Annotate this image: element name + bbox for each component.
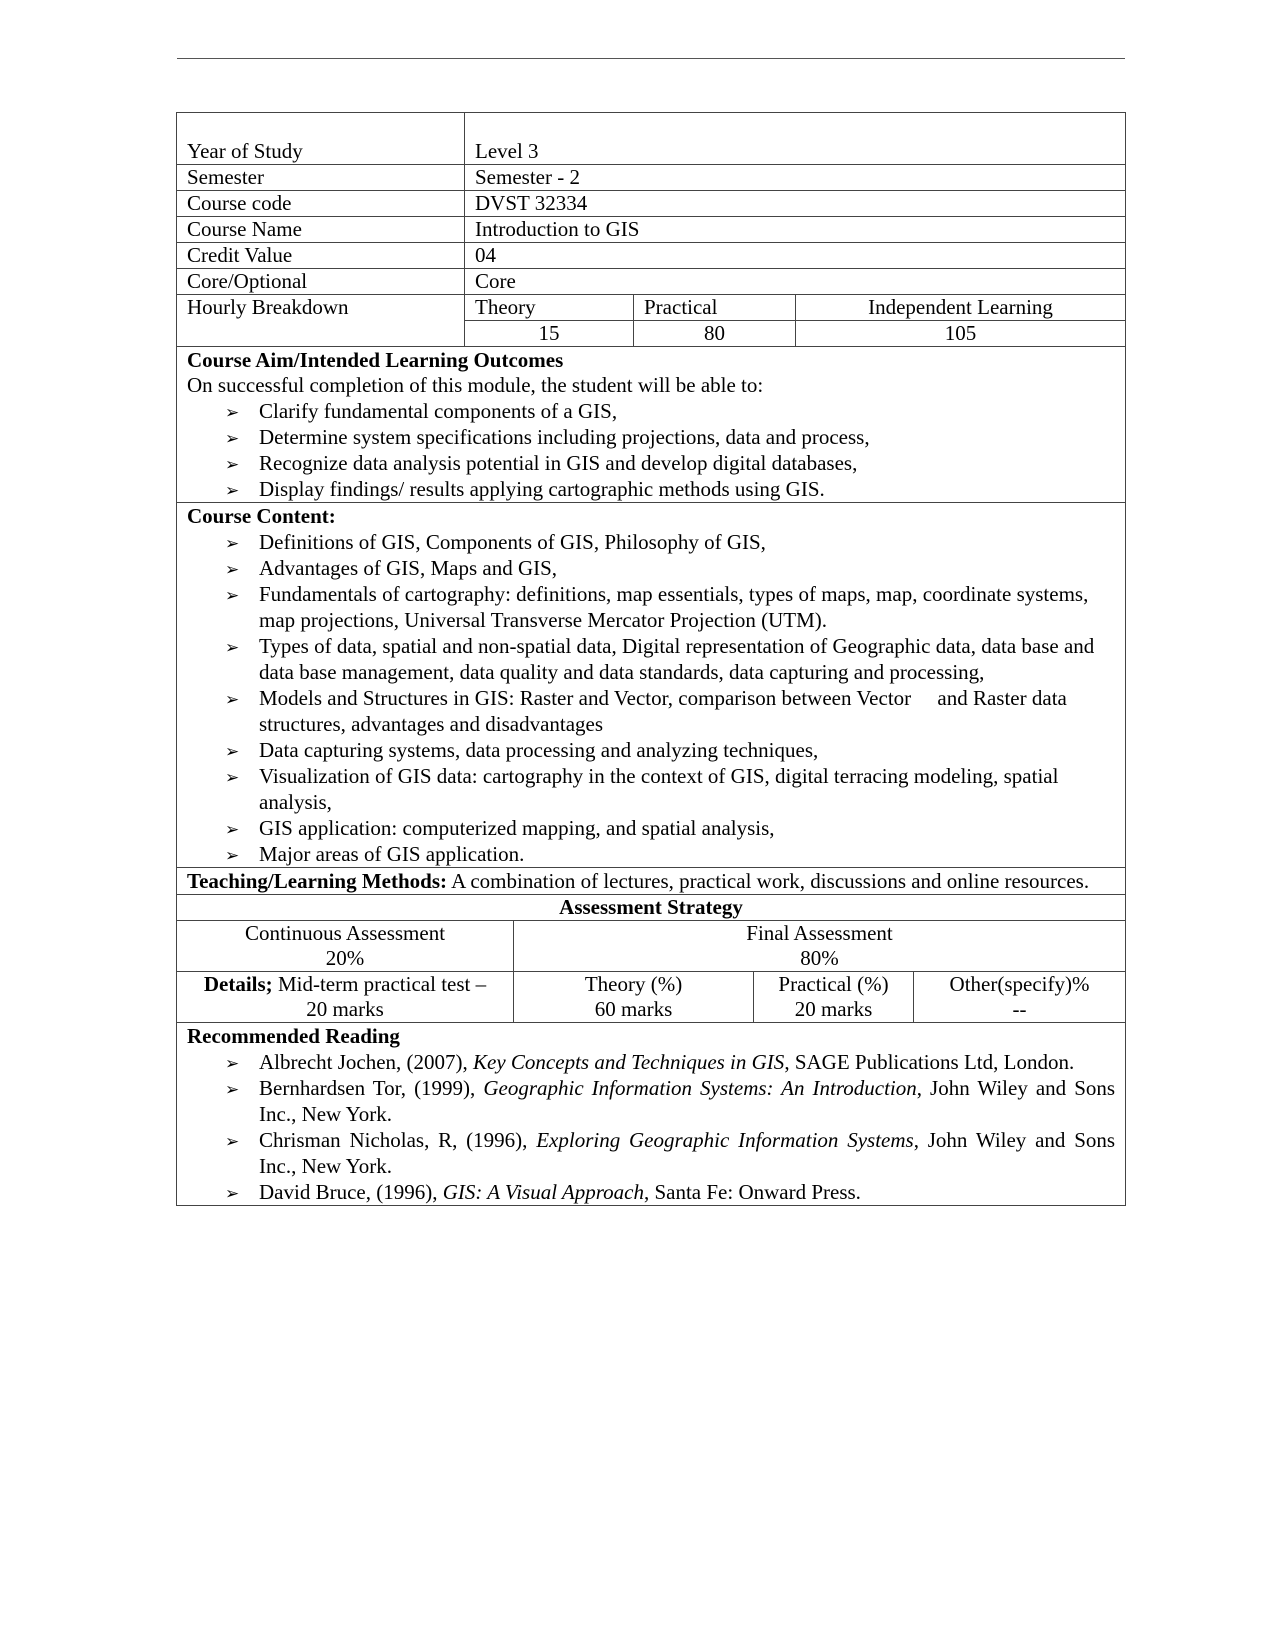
- list-item: [225, 529, 1115, 555]
- course-aim-cell: [177, 347, 1126, 503]
- list-item: [225, 685, 1115, 737]
- details-text: Mid-term practical test –: [272, 972, 487, 996]
- info-label: Credit Value: [177, 243, 465, 269]
- list-item: [225, 450, 1115, 476]
- arrow-bullet-icon: [225, 555, 251, 583]
- teaching-methods-section: [177, 868, 1126, 895]
- list-item: [225, 424, 1115, 450]
- arrow-bullet-icon: [225, 424, 251, 452]
- list-item-text: Data capturing systems, data processing and analyzing techniques,: [259, 738, 819, 762]
- info-value: Core: [465, 269, 1126, 295]
- arrow-bullet-icon: [225, 1049, 251, 1077]
- course-content-list: [187, 529, 1115, 867]
- course-aim-section: [177, 347, 1126, 503]
- other-assessment-cell: [914, 972, 1126, 1023]
- theory-assessment-label: Theory (%): [584, 972, 683, 996]
- info-row-course-name: [177, 217, 1126, 243]
- continuous-assessment-label: Continuous Assessment: [244, 921, 446, 945]
- teaching-methods-text: A combination of lectures, practical work, discussions and online resources.: [447, 869, 1090, 893]
- arrow-bullet-icon: [225, 529, 251, 557]
- course-aim-intro: On successful completion of this module, the student will be able to:: [187, 373, 764, 397]
- continuous-assessment-cell: [177, 921, 514, 972]
- info-label: Course code: [177, 191, 465, 217]
- info-label: Year of Study: [177, 113, 465, 165]
- practical-assessment-marks: 20 marks: [794, 997, 873, 1021]
- reference-title: Key Concepts and Techniques in GIS: [473, 1050, 785, 1074]
- course-specification: [176, 112, 1125, 1206]
- list-item: [225, 737, 1115, 763]
- list-item: [225, 555, 1115, 581]
- theory-assessment-cell: [514, 972, 754, 1023]
- course-aim-list: [187, 398, 1115, 502]
- info-value: Level 3: [465, 113, 1126, 165]
- list-item: [225, 763, 1115, 815]
- reference-title: GIS: A Visual Approach: [442, 1180, 644, 1204]
- course-aim-heading: Course Aim/Intended Learning Outcomes: [187, 348, 564, 372]
- practical-hours-label: Practical: [634, 295, 796, 321]
- course-info-table: [176, 112, 1126, 895]
- list-item: [225, 1075, 1115, 1127]
- final-assessment-cell: [514, 921, 1126, 972]
- details-marks: 20 marks: [306, 997, 384, 1021]
- list-item-text: Major areas of GIS application.: [259, 842, 525, 866]
- info-label: Course Name: [177, 217, 465, 243]
- recommended-reading-section: [177, 1023, 1126, 1206]
- other-assessment-marks: --: [1012, 997, 1027, 1021]
- theory-hours-label: Theory: [465, 295, 634, 321]
- teaching-methods-cell: [177, 868, 1126, 895]
- list-item-text: GIS application: computerized mapping, and spatial analysis,: [259, 816, 775, 840]
- teaching-methods-heading: Teaching/Learning Methods:: [187, 869, 447, 893]
- list-item-text: Fundamentals of cartography: definitions, map essentials, types of maps, map, coordinate systems, map projections, Universal Transverse Mercator Projection (UTM).: [259, 582, 1089, 632]
- info-row-core-optional: [177, 269, 1126, 295]
- reference-title: Exploring Geographic Information Systems: [536, 1128, 914, 1152]
- details-cell: [177, 972, 514, 1023]
- assessment-strategy-heading: Assessment Strategy: [177, 895, 1126, 921]
- reference-publisher: , Santa Fe: Onward Press.: [643, 1180, 861, 1204]
- list-item-text: Determine system specifications including projections, data and process,: [259, 425, 870, 449]
- list-item-text: Types of data, spatial and non-spatial data, Digital representation of Geographic data, data base and data base management, data quality and data standards, data capturing and processing,: [259, 634, 1095, 684]
- continuous-assessment-pct: 20%: [325, 946, 365, 970]
- course-content-section: [177, 503, 1126, 868]
- arrow-bullet-icon: [225, 1127, 251, 1155]
- hourly-breakdown-row: [177, 295, 1126, 321]
- reference-author: David Bruce, (1996),: [259, 1180, 443, 1204]
- practical-assessment-cell: [754, 972, 914, 1023]
- arrow-bullet-icon: [225, 581, 251, 609]
- final-assessment-label: Final Assessment: [746, 921, 893, 945]
- arrow-bullet-icon: [225, 841, 251, 869]
- arrow-bullet-icon: [225, 815, 251, 843]
- final-assessment-pct: 80%: [800, 946, 839, 970]
- info-row-course-code: [177, 191, 1126, 217]
- reference-publisher: , John Wiley and Sons Inc., New York.: [259, 1128, 1116, 1178]
- assessment-details-row: [177, 972, 1126, 1023]
- reference-author: Albrecht Jochen, (2007),: [259, 1050, 474, 1074]
- assessment-table: [176, 894, 1126, 1206]
- arrow-bullet-icon: [225, 1179, 251, 1207]
- list-item: [225, 1179, 1115, 1205]
- list-item: [225, 476, 1115, 502]
- independent-hours-label: Independent Learning: [796, 295, 1126, 321]
- practical-hours-value: 80: [634, 321, 796, 347]
- assessment-split-row: [177, 921, 1126, 972]
- course-content-cell: [177, 503, 1126, 868]
- reference-author: Chrisman Nicholas, R, (1996),: [259, 1128, 537, 1152]
- info-value: 04: [465, 243, 1126, 269]
- details-label: Details;: [203, 972, 273, 996]
- list-item: [225, 841, 1115, 867]
- info-row-credit-value: [177, 243, 1126, 269]
- practical-assessment-label: Practical (%): [778, 972, 889, 996]
- arrow-bullet-icon: [225, 763, 251, 791]
- info-label: Core/Optional: [177, 269, 465, 295]
- recommended-reading-cell: [177, 1023, 1126, 1206]
- other-assessment-label: Other(specify)%: [949, 972, 1090, 996]
- info-value: Introduction to GIS: [465, 217, 1126, 243]
- info-label: Semester: [177, 165, 465, 191]
- arrow-bullet-icon: [225, 685, 251, 713]
- reference-publisher: , SAGE Publications Ltd, London.: [784, 1050, 1075, 1074]
- reference-publisher: , John Wiley and Sons Inc., New York.: [259, 1076, 1116, 1126]
- info-value: DVST 32334: [465, 191, 1126, 217]
- list-item-text: Display findings/ results applying cartographic methods using GIS.: [259, 477, 825, 501]
- list-item-text: Visualization of GIS data: cartography in the context of GIS, digital terracing modeling, spatial analysis,: [259, 764, 1059, 814]
- independent-hours-value: 105: [796, 321, 1126, 347]
- list-item: [225, 1127, 1115, 1179]
- arrow-bullet-icon: [225, 476, 251, 504]
- list-item-text: Advantages of GIS, Maps and GIS,: [259, 556, 558, 580]
- reference-author: Bernhardsen Tor, (1999),: [259, 1076, 484, 1100]
- info-row-semester: [177, 165, 1126, 191]
- info-value: Semester - 2: [465, 165, 1126, 191]
- list-item: [225, 633, 1115, 685]
- arrow-bullet-icon: [225, 450, 251, 478]
- arrow-bullet-icon: [225, 398, 251, 426]
- list-item-text: Recognize data analysis potential in GIS and develop digital databases,: [259, 451, 858, 475]
- list-item-text: Definitions of GIS, Components of GIS, Philosophy of GIS,: [259, 530, 766, 554]
- list-item: [225, 815, 1115, 841]
- list-item: [225, 1049, 1115, 1075]
- recommended-reading-heading: Recommended Reading: [187, 1024, 400, 1048]
- assessment-heading-row: [177, 895, 1126, 921]
- info-row-year: [177, 113, 1126, 165]
- arrow-bullet-icon: [225, 1075, 251, 1103]
- list-item: [225, 581, 1115, 633]
- hourly-breakdown-label: Hourly Breakdown: [177, 295, 465, 347]
- arrow-bullet-icon: [225, 737, 251, 765]
- theory-hours-value: 15: [465, 321, 634, 347]
- course-content-heading: Course Content:: [187, 504, 336, 528]
- list-item-text: Clarify fundamental components of a GIS,: [259, 399, 618, 423]
- list-item-text: Models and Structures in GIS: Raster and Vector, comparison between Vector and Raster data structures, advantages and disadvantages: [259, 686, 1073, 736]
- header-rule: [177, 58, 1125, 59]
- list-item: [225, 398, 1115, 424]
- theory-assessment-marks: 60 marks: [594, 997, 673, 1021]
- recommended-reading-list: [187, 1049, 1115, 1205]
- reference-title: Geographic Information Systems: An Introduction: [483, 1076, 917, 1100]
- arrow-bullet-icon: [225, 633, 251, 661]
